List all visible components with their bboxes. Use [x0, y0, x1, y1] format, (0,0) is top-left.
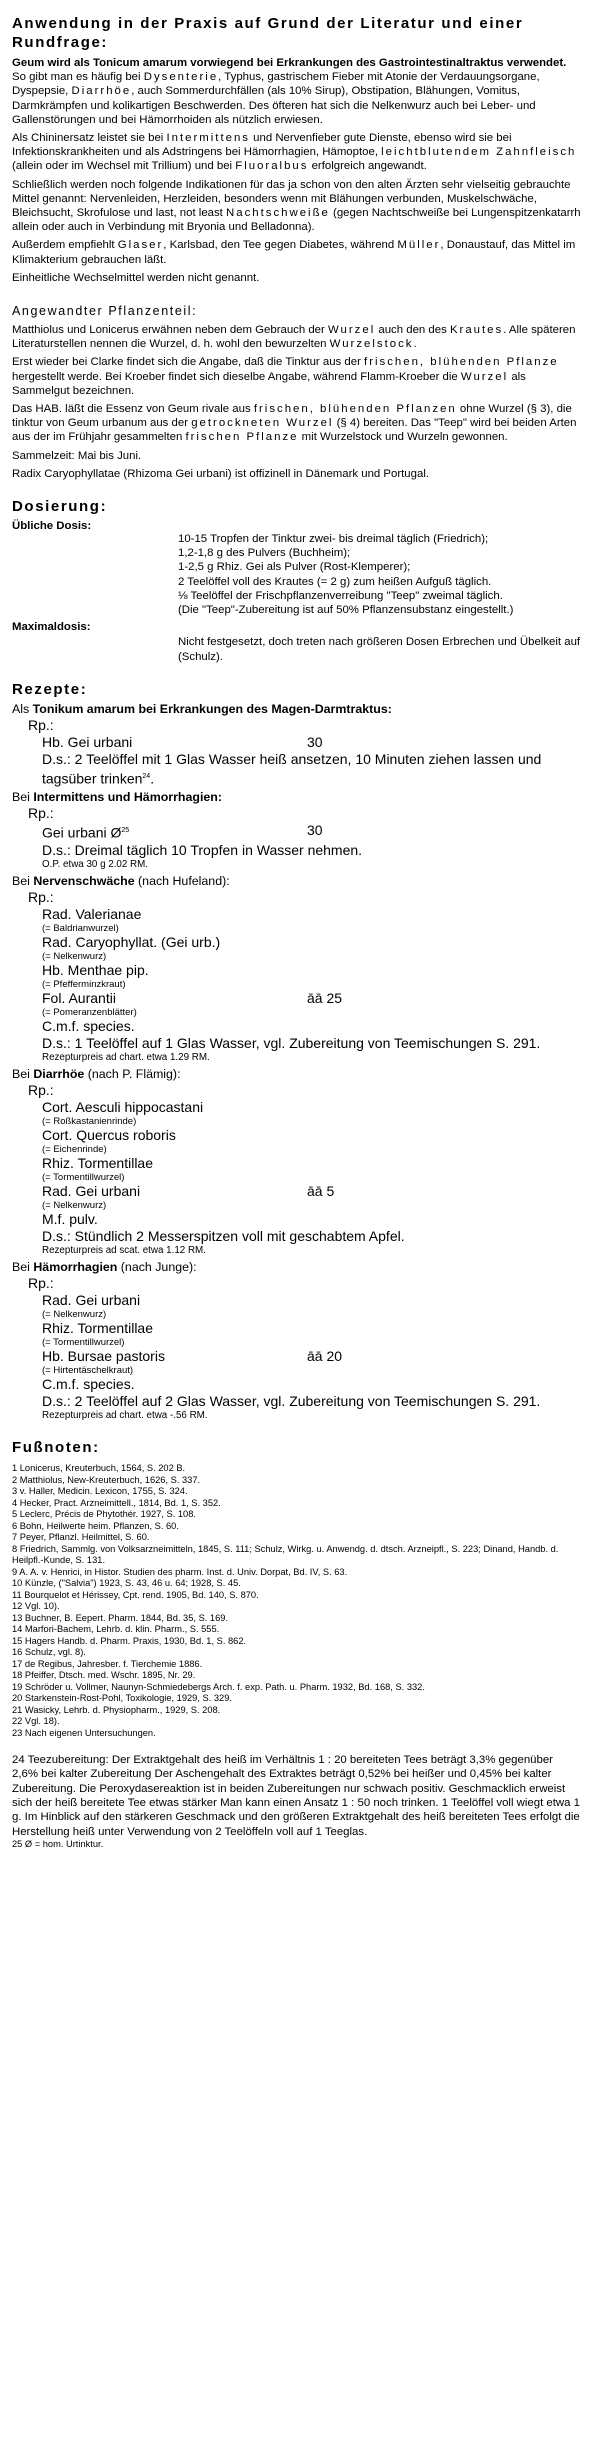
- footnote: 16 Schulz, vgl. 8).: [12, 1647, 86, 1658]
- dose-line: 1-2,5 g Rhiz. Gei als Pulver (Rost-Klemperer);: [178, 561, 411, 574]
- footnote-urtinktur: 25 Ø = hom. Urtinktur.: [12, 1838, 104, 1849]
- recipe-rp: Rp.:: [28, 1275, 54, 1292]
- paragraph: Einheitliche Wechselmittel werden nicht genannt.: [12, 271, 260, 284]
- recipe-instructions: D.s.: 2 Teelöffel mit 1 Glas Wasser heiß ansetzen, 10 Minuten ziehen lassen und tagsüber trinken$^{24}$.: [42, 750, 542, 787]
- paragraph: Das HAB. läßt die Essenz von Geum rivale aus frischen, blühenden Pflanzen ohne Wurzel (§ 3), die tinktur von Geum urbanum aus der getrockneten Wurzel (§ 4) bereiten. Das "Teep" wird bei beiden Arten aus der im Frühjahr gesammelten frischen Pflanze mit Wurzelstock und Wurzeln gewonnen.: [12, 403, 577, 444]
- recipe-label: Bei Intermittens und Hämorrhagien:: [12, 790, 222, 805]
- recipe-price: Rezepturpreis ad chart. etwa -.56 RM.: [42, 1410, 208, 1422]
- ingredient: Cort. Aesculi hippocastani: [42, 1099, 204, 1116]
- recipe-label: Bei Hämorrhagien (nach Junge):: [12, 1260, 197, 1275]
- ingredient-translation: (= Baldrianwurzel): [42, 923, 119, 935]
- ingredient: C.m.f. species.: [42, 1018, 135, 1035]
- footnote: 13 Buchner, B. Eepert. Pharm. 1844, Bd. 35, S. 169.: [12, 1612, 229, 1623]
- ingredient: Rhiz. Tormentillae: [42, 1155, 154, 1172]
- ingredient-translation: (= Nelkenwurz): [42, 951, 107, 963]
- dose-list: [12, 532, 581, 617]
- footnote-teezubereitung: 24 Teezubereitung: Der Extraktgehalt des heiß im Verhältnis 1 : 20 bereiteten Tees beträgt 3,3% gegenüber 2,6% bei kalter Zubereitung Der Aschengehalt des Extraktes beträgt 0,52% bei heißer und 0,45% bei kalter Zubereitung. Die Peroxydasereaktion ist in beiden Zubereitungen nur schwach positiv. Geschmacklich erweist sich der heiß bereitete Tee etwas stärker Man kann einen Ansatz 1 : 50 noch trinken. 1 Teelöffel voll wiegt etwa 1 g. Im Hinblick auf den stärkeren Geschmack und den größeren Extraktgehalt des heiß bereiteten Tees erfolgt die Herstellung heiß unter Verwendung von 2 Teelöffeln voll auf 1 Teeglas.: [12, 1754, 580, 1838]
- recipe-rp: Rp.:: [28, 716, 54, 733]
- recipe: [12, 1067, 581, 1257]
- paragraph: Geum wird als Tonicum amarum vorwiegend bei Erkrankungen des Gastrointestinaltraktus verwendet. So gibt man es häufig bei Dysenterie, Typhus, gastrischem Fieber mit Atonie der Verdauungsorgane, Dyspepsie, Diarrhöe, auch Sommerdurchfällen (als 10% Sirup), Obstipation, Blähungen, Vomitus, Darmkrämpfen und kolikartigen Beschwerden. Des öfteren hat sich die Nelkenwurz auch bei Leber- und Gallenstörungen und bei Hämorrhoiden als nützlich erwiesen.: [12, 57, 567, 126]
- footnote: 18 Pfeiffer, Dtsch. med. Wschr. 1895, Nr. 29.: [12, 1670, 196, 1681]
- ingredient: Fol. Aurantii āā 25: [42, 990, 343, 1007]
- ingredient: M.f. pulv.: [42, 1211, 98, 1228]
- dose-line: ⅛ Teelöffel der Frischpflanzenverreibung "Teep" zweimal täglich.: [178, 589, 503, 602]
- footnote: 10 Künzle, ("Salvia") 1923, S. 43, 46 u. 64; 1928, S. 45.: [12, 1578, 241, 1589]
- footnote: 8 Friedrich, Sammlg. von Volksarzneimitteln, 1845, S. 111; Schulz, Wirkg. u. Anwendg. d. dtsch. Arzneipfl., S. 223; Dinand, Handb. d. Heilpfl.-Kunde, S. 131.: [12, 1543, 559, 1566]
- section-dosierung: [12, 497, 581, 664]
- footnote: 4 Hecker, Pract. Arzneimittell., 1814, Bd. 1, S. 352.: [12, 1497, 221, 1508]
- ingredient-translation: (= Hirtentäschelkraut): [42, 1365, 134, 1377]
- footnote: 9 A. A. v. Henrici, in Histor. Studien des pharm. Inst. d. Univ. Dorpat, Bd. IV, S. 63.: [12, 1566, 348, 1577]
- paragraph: Außerdem empfiehlt Glaser, Karlsbad, den Tee gegen Diabetes, während Müller, Donaustauf, das Mittel im Klimakterium gebrauchen läßt.: [12, 239, 576, 266]
- footnote: 11 Bourquelot et Hérissey, Cpt. rend. 1905, Bd. 140, S. 870.: [12, 1589, 259, 1600]
- recipe-instructions: D.s.: Dreimal täglich 10 Tropfen in Wasser nehmen.: [42, 842, 363, 859]
- footnote: 14 Marfori-Bachem, Lehrb. d. klin. Pharm., S. 555.: [12, 1624, 220, 1635]
- footnote: 7 Peyer, Pflanzl. Heilmittel, S. 60.: [12, 1532, 150, 1543]
- footnote: 19 Schröder u. Vollmer, Naunyn-Schmiedebergs Arch. f. exp. Path. u. Pharm. 1932, Bd. 168, S. 332.: [12, 1681, 425, 1692]
- section-rezepte: [12, 680, 581, 1422]
- max-dose-text: Nicht festgesetzt, doch treten nach größeren Dosen Erbrechen und Übelkeit auf (Schulz).: [178, 636, 581, 663]
- ingredient-translation: (= Nelkenwurz): [42, 1200, 107, 1212]
- section-title: Angewandter Pflanzenteil:: [12, 304, 198, 319]
- recipe: [12, 874, 581, 1064]
- paragraph: Schließlich werden noch folgende Indikationen für das ja schon von den alten Ärzten sehr vielseitig gebrauchte Mittel genannt: Nervenleiden, Herzleiden, besonders wenn mit Blähungen verbunden, Muskelschwäche, Bleichsucht, Skrofulose und last, not least Nachtschweiße (gegen Nachtschweiße bei Lungenspitzenkatarrh allein oder auch in Verbindung mit Bryonia und Belladonna).: [12, 178, 581, 234]
- ingredient: Hb. Gei urbani 30: [42, 733, 323, 750]
- ingredient-translation: (= Eichenrinde): [42, 1144, 107, 1156]
- dose-label: Übliche Dosis:: [12, 520, 92, 533]
- dose-line: 2 Teelöffel voll des Krautes (= 2 g) zum heißen Aufguß täglich.: [178, 575, 492, 588]
- recipe-label: Als Tonikum amarum bei Erkrankungen des Magen-Darmtraktus:: [12, 701, 392, 716]
- recipe-label: Bei Diarrhöe (nach P. Flämig):: [12, 1067, 181, 1082]
- footnote: 22 Vgl. 18).: [12, 1716, 60, 1727]
- paragraph: Sammelzeit: Mai bis Juni.: [12, 449, 142, 462]
- paragraph: Erst wieder bei Clarke findet sich die Angabe, daß die Tinktur aus der frischen, blühenden Pflanze hergestellt werde. Bei Kroeber findet sich dieselbe Angabe, während Flamm-Kroeber die Wurzel als Sammelgut bezeichnen.: [12, 356, 559, 397]
- ingredient: Rad. Gei urbani āā 5: [42, 1183, 335, 1200]
- dose-line: (Die "Teep"-Zubereitung ist auf 50% Pflanzensubstanz eingestellt.): [178, 604, 514, 617]
- ingredient: Rad. Caryophyllat. (Gei urb.): [42, 934, 221, 951]
- recipe-instructions: D.s.: Stündlich 2 Messerspitzen voll mit geschabtem Apfel.: [42, 1228, 405, 1245]
- ingredient-translation: (= Tormentillwurzel): [42, 1337, 125, 1349]
- ingredient-translation: (= Pomeranzenblätter): [42, 1007, 137, 1019]
- ingredient-translation: (= Nelkenwurz): [42, 1309, 107, 1321]
- footnote: 20 Starkenstein-Rost-Pohl, Toxikologie, 1929, S. 329.: [12, 1693, 232, 1704]
- recipe: [12, 1260, 581, 1422]
- footnote: 2 Matthiolus, New-Kreuterbuch, 1626, S. 337.: [12, 1474, 201, 1485]
- recipe-label: Bei Nervenschwäche (nach Hufeland):: [12, 874, 230, 889]
- section-title: Anwendung in der Praxis auf Grund der Literatur und einer Rundfrage:: [12, 15, 524, 51]
- section-anwendung: [12, 14, 581, 285]
- recipe-rp: Rp.:: [28, 889, 54, 906]
- footnote: 15 Hagers Handb. d. Pharm. Praxis, 1930, Bd. 1, S. 862.: [12, 1635, 247, 1646]
- ingredient-translation: (= Pfefferminzkraut): [42, 979, 126, 991]
- footnote: 6 Bohn, Heilwerte heim. Pflanzen, S. 60.: [12, 1520, 179, 1531]
- footnote: 1 Lonicerus, Kreuterbuch, 1564, S. 202 B.: [12, 1463, 186, 1474]
- footnote-list: [12, 1463, 581, 1739]
- ingredient-translation: (= Tormentillwurzel): [42, 1172, 125, 1184]
- paragraph: Matthiolus und Lonicerus erwähnen neben dem Gebrauch der Wurzel auch den des Krautes. Alle späteren Literaturstellen nennen die Wurzel, d. h. wohl den bewurzelten Wurzelstock.: [12, 324, 576, 351]
- section-pflanzenteil: [12, 303, 581, 481]
- paragraph: Radix Caryophyllatae (Rhizoma Gei urbani) ist offizinell in Dänemark und Portugal.: [12, 467, 430, 480]
- section-fussnoten: [12, 1438, 581, 1850]
- recipe-price: O.P. etwa 30 g 2.02 RM.: [42, 859, 149, 871]
- ingredient: C.m.f. species.: [42, 1376, 135, 1393]
- footnote: 3 v. Haller, Medicin. Lexicon, 1755, S. 324.: [12, 1486, 188, 1497]
- ingredient: Hb. Menthae pip.: [42, 962, 149, 979]
- recipe: [12, 790, 581, 871]
- ingredient-translation: (= Roßkastanienrinde): [42, 1116, 137, 1128]
- footnote: 5 Leclerc, Précis de Phytothér. 1927, S. 108.: [12, 1509, 196, 1520]
- footnote: 17 de Regibus, Jahresber. f. Tierchemie 1886.: [12, 1658, 203, 1669]
- paragraph: Als Chininersatz leistet sie bei Intermittens und Nervenfieber gute Dienste, ebenso wird sie bei Infektionskrankheiten und als Adstringens bei Hämorrhagien, Hämoptoe, leichtblutendem Zahnfleisch (allein oder im Wechsel mit Trillium) und bei Fluoralbus erfolgreich angewandt.: [12, 132, 577, 173]
- ingredient: Gei urbani $Ø^{25}$ 30: [42, 822, 323, 842]
- section-title: Rezepte:: [12, 680, 88, 698]
- recipe-rp: Rp.:: [28, 805, 54, 822]
- recipe-instructions: D.s.: 2 Teelöffel auf 2 Glas Wasser, vgl. Zubereitung von Teemischungen S. 291.: [42, 1393, 541, 1410]
- ingredient: Rad. Gei urbani: [42, 1292, 141, 1309]
- ingredient: Rad. Valerianae: [42, 906, 142, 923]
- recipe-price: Rezepturpreis ad scat. etwa 1.12 RM.: [42, 1245, 206, 1257]
- ingredient: Hb. Bursae pastoris āā 20: [42, 1348, 343, 1365]
- max-dose-label: Maximaldosis:: [12, 621, 91, 634]
- recipe-rp: Rp.:: [28, 1082, 54, 1099]
- footnote: 23 Nach eigenen Untersuchungen.: [12, 1727, 156, 1738]
- footnote: 12 Vgl. 10).: [12, 1601, 60, 1612]
- ingredient: Cort. Quercus roboris: [42, 1127, 176, 1144]
- dose-line: 10-15 Tropfen der Tinktur zwei- bis dreimal täglich (Friedrich);: [178, 533, 489, 546]
- dose-line: 1,2-1,8 g des Pulvers (Buchheim);: [178, 547, 351, 560]
- section-title: Fußnoten:: [12, 1439, 100, 1457]
- ingredient: Rhiz. Tormentillae: [42, 1320, 154, 1337]
- section-title: Dosierung:: [12, 498, 108, 516]
- recipe: [12, 702, 581, 788]
- footnote: 21 Wasicky, Lehrb. d. Physiopharm., 1929, S. 208.: [12, 1704, 221, 1715]
- recipe-price: Rezepturpreis ad chart. etwa 1.29 RM.: [42, 1052, 210, 1064]
- recipe-instructions: D.s.: 1 Teelöffel auf 1 Glas Wasser, vgl. Zubereitung von Teemischungen S. 291.: [42, 1035, 541, 1052]
